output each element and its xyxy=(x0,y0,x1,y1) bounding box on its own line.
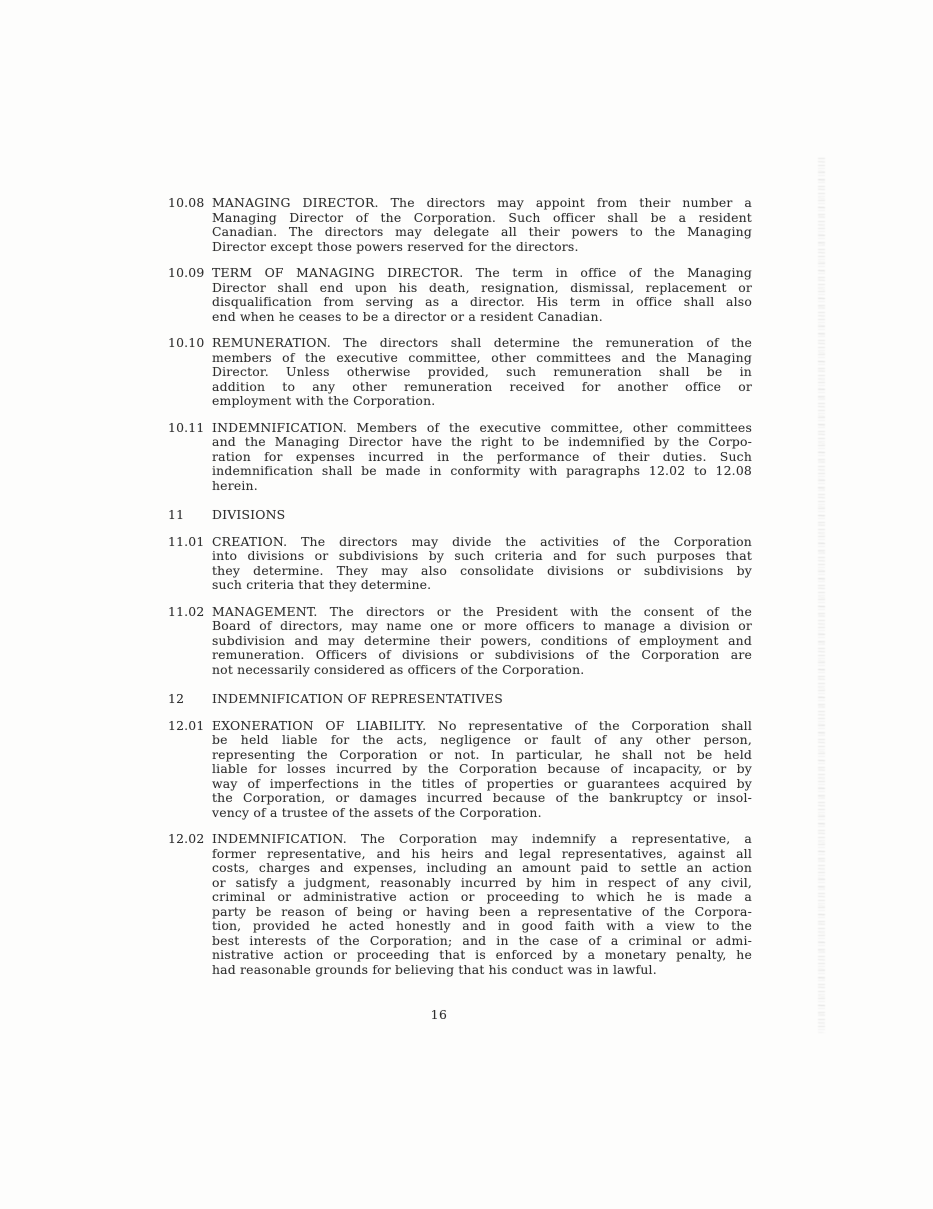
text-line: MANAGING DIRECTOR. The directors may appoint from their number a xyxy=(212,195,752,210)
text-line: and the Managing Director have the right to be indemnified by the Corpo- xyxy=(212,434,752,449)
text-line: addition to any other remuneration received for another office or xyxy=(212,378,752,394)
section-text xyxy=(212,832,752,977)
page-number: 16 xyxy=(430,1007,448,1022)
section-text xyxy=(212,421,752,494)
section-number: 11.02 xyxy=(168,603,205,619)
text-line: way of imperfections in the titles of properties or guarantees acquired by xyxy=(212,775,752,791)
text-line: REMUNERATION. The directors shall determine the remuneration of the xyxy=(212,335,752,350)
section-text xyxy=(212,692,752,707)
section-number: 10.08 xyxy=(168,195,205,210)
text-line: DIVISIONS xyxy=(212,507,286,522)
text-line: disqualification from serving as a director. His term in office shall also xyxy=(212,294,752,309)
text-line: INDEMNIFICATION OF REPRESENTATIVES xyxy=(212,691,503,706)
text-line: had reasonable grounds for believing that his conduct was in lawful. xyxy=(212,961,657,977)
section-text xyxy=(212,719,752,821)
section-text xyxy=(212,508,752,523)
text-line: they determine. They may also consolidate divisions or subdivisions by xyxy=(212,562,752,578)
section-number: 12.02 xyxy=(168,831,205,846)
text-line: best interests of the Corporation; and in the case of a criminal or admi- xyxy=(212,932,752,948)
text-line: herein. xyxy=(212,477,258,493)
section-paragraph xyxy=(168,535,752,593)
text-line: INDEMNIFICATION. The Corporation may indemnify a representative, a xyxy=(212,831,752,846)
text-line: subdivision and may determine their powers, conditions of employment and xyxy=(212,632,752,648)
section-number: 11.01 xyxy=(168,533,205,549)
text-line: representing the Corporation or not. In particular, he shall not be held xyxy=(212,746,752,762)
text-line: end when he ceases to be a director or a resident Canadian. xyxy=(212,308,603,324)
scan-artifact-strip xyxy=(818,158,825,1033)
section-paragraph xyxy=(168,832,752,977)
text-line: indemnification shall be made in conformity with paragraphs 12.02 to 12.08 xyxy=(212,463,752,478)
text-line: not necessarily considered as officers of the Corporation. xyxy=(212,661,585,677)
text-line: Director. Unless otherwise provided, such remuneration shall be in xyxy=(212,364,752,379)
text-line: or satisfy a judgment, reasonably incurred by him in respect of any civil, xyxy=(212,874,752,890)
text-line: members of the executive committee, other committees and the Managing xyxy=(212,349,752,365)
section-paragraph xyxy=(168,605,752,678)
section-number: 10.10 xyxy=(168,335,205,350)
text-line: vency of a trustee of the assets of the Corporation. xyxy=(212,804,542,820)
text-line: INDEMNIFICATION. Members of the executive committee, other committees xyxy=(212,419,752,435)
text-line: party be reason of being or having been a representative of the Corpora- xyxy=(212,903,752,919)
text-line: into divisions or subdivisions by such criteria and for such purposes that xyxy=(212,548,752,563)
section-number: 12.01 xyxy=(168,717,205,733)
text-line: employment with the Corporation. xyxy=(212,393,436,408)
section-heading xyxy=(168,692,752,707)
section-text xyxy=(212,535,752,593)
section-paragraph xyxy=(168,266,752,324)
text-line: EXONERATION OF LIABILITY. No representative of the Corporation shall xyxy=(212,717,752,733)
text-line: ration for expenses incurred in the performance of their duties. Such xyxy=(212,448,752,464)
text-line: CREATION. The directors may divide the activities of the Corporation xyxy=(212,533,752,549)
section-number: 10.09 xyxy=(168,265,205,280)
section-text xyxy=(212,605,752,678)
page-body xyxy=(168,196,752,989)
section-heading xyxy=(168,508,752,523)
text-line: former representative, and his heirs and legal representatives, against all xyxy=(212,845,752,861)
text-line: remuneration. Officers of divisions or subdivisions of the Corporation are xyxy=(212,647,752,662)
text-line: liable for losses incurred by the Corporation because of incapacity, or by xyxy=(212,761,752,776)
section-number: 12 xyxy=(168,691,185,706)
section-text xyxy=(212,266,752,324)
text-line: Director shall end upon his death, resignation, dismissal, replacement or xyxy=(212,279,752,295)
section-text xyxy=(212,336,752,409)
section-number: 10.11 xyxy=(168,419,205,435)
text-line: TERM OF MANAGING DIRECTOR. The term in office of the Managing xyxy=(212,265,752,280)
section-paragraph xyxy=(168,336,752,409)
text-line: Director except those powers reserved for the directors. xyxy=(212,238,579,254)
section-paragraph xyxy=(168,421,752,494)
section-paragraph xyxy=(168,719,752,821)
text-line: MANAGEMENT. The directors or the President with the consent of the xyxy=(212,603,752,619)
section-paragraph xyxy=(168,196,752,254)
text-line: the Corporation, or damages incurred because of the bankruptcy or insol- xyxy=(212,790,752,805)
text-line: nistrative action or proceeding that is enforced by a monetary penalty, he xyxy=(212,947,752,962)
text-line: Canadian. The directors may delegate all their powers to the Managing xyxy=(212,224,752,239)
text-line: Managing Director of the Corporation. Such officer shall be a resident xyxy=(212,209,752,225)
text-line: be held liable for the acts, negligence or fault of any other person, xyxy=(212,732,752,747)
section-number: 11 xyxy=(168,507,185,522)
text-line: costs, charges and expenses, including an amount paid to settle an action xyxy=(212,860,752,875)
text-line: criminal or administrative action or proceeding to which he is made a xyxy=(212,889,752,904)
section-text xyxy=(212,196,752,254)
text-line: tion, provided he acted honestly and in good faith with a view to the xyxy=(212,918,752,933)
text-line: Board of directors, may name one or more officers to manage a division or xyxy=(212,618,752,633)
text-line: such criteria that they determine. xyxy=(212,577,432,592)
